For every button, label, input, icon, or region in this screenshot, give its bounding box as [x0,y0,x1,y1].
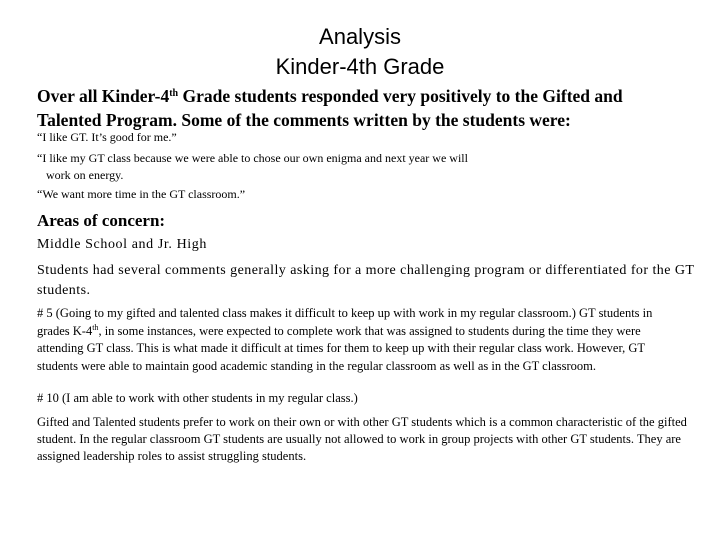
item-5-paragraph [37,305,687,375]
student-quote-2-line-1: “I like my GT class because we were able to chose our own enigma and next year we will [37,151,468,165]
intro-superscript: th [169,88,179,99]
student-quote-1: “I like GT. It’s good for me.” [37,130,177,144]
closing-paragraph: Gifted and Talented students prefer to work on their own or with other GT students which is a common characteristic of the gifted student. In the regular classroom GT students are usually not allowed to work in group projects with other GT students. They are assigned leadership roles to assist struggling students. [37,415,687,463]
concerns-summary: Students had several comments generally asking for a more challenging program or differentiated for the GT students. [37,263,695,298]
intro-text-end: Grade students responded very positively to the Gifted and Talented Program. Some of the comments written by the students were: [37,86,623,130]
intro-paragraph [37,84,687,132]
student-quote-2-line-2: work on energy. [46,168,124,182]
item-5-text-start: # 5 (Going to my gifted and talented class makes it difficult to keep up with work in my regular classroom.) GT students in grades K-4 [37,306,653,338]
concerns-subheading: Middle School and Jr. High [37,237,207,252]
page-title [0,22,720,82]
title-line-1: Analysis [319,24,401,49]
item-10-line: # 10 (I am able to work with other students in my regular class.) [37,391,358,405]
student-quote-3: “We want more time in the GT classroom.” [37,187,246,201]
intro-text-start: Over all Kinder-4 [37,86,170,106]
item-5-text-end: , in some instances, were expected to complete work that was assigned to students during the time they were attending GT class. This is what made it difficult at times for them to keep up with their regular class work. However, GT students were able to maintain good academic standing in the regular classroom as well as in the GT classroom. [37,323,645,373]
item-5-superscript: th [92,322,99,332]
title-line-2: Kinder-4th Grade [275,54,445,79]
concerns-heading: Areas of concern: [37,211,166,230]
